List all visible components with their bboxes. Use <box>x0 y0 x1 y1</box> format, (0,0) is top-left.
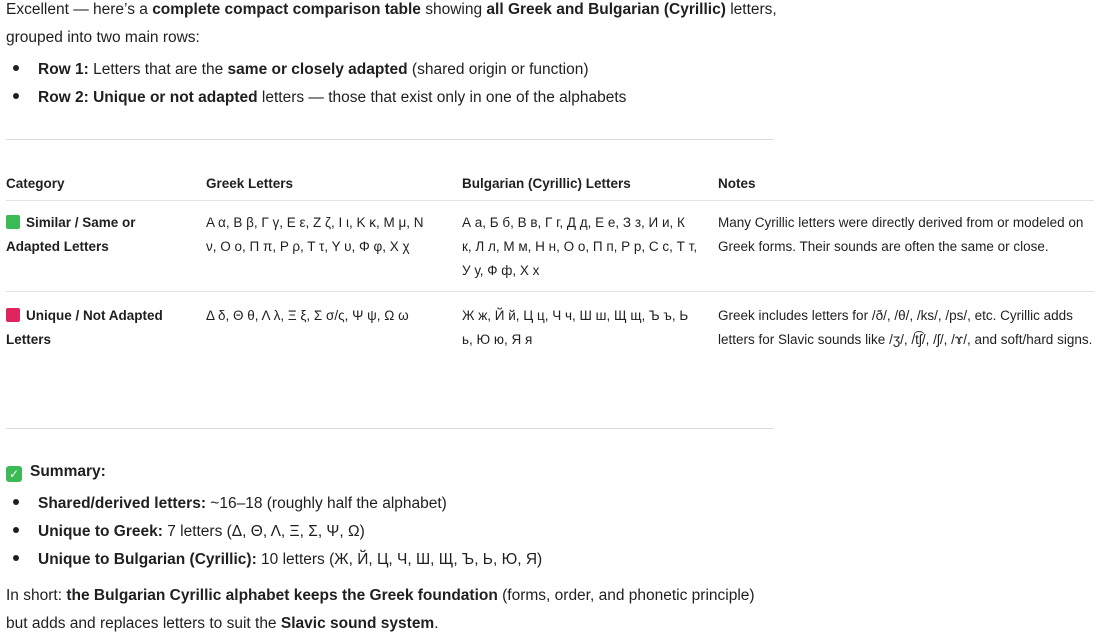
intro-text: Excellent — here’s a <box>6 1 153 18</box>
category-text: Unique / Not Adapted Letters <box>6 308 163 347</box>
summary-title: Summary: <box>30 463 106 480</box>
header-notes: Notes <box>718 176 756 191</box>
outro-text: but adds and replaces letters to suit the <box>6 615 281 632</box>
intro-text: showing <box>420 1 487 18</box>
red-square-icon <box>6 308 20 322</box>
header-bulgarian: Bulgarian (Cyrillic) Letters <box>462 176 631 191</box>
table-row-2-category <box>6 304 186 352</box>
summary-item <box>6 546 542 574</box>
category-text: Similar / Same or Adapted Letters <box>6 215 136 254</box>
bullet-icon <box>13 499 19 505</box>
row-divider <box>6 200 1094 201</box>
outro-bold: Slavic sound system <box>280 615 435 632</box>
summary-heading <box>6 458 106 486</box>
list-text: (shared origin or function) <box>407 61 589 78</box>
intro-bold: complete compact comparison table <box>152 1 421 18</box>
divider <box>6 139 774 140</box>
intro-line-1 <box>6 0 777 24</box>
outro-text: (forms, order, and phonetic principle) <box>497 587 755 604</box>
list-item-row2 <box>6 84 626 112</box>
intro-bold: all Greek and Bulgarian (Cyrillic) <box>486 1 726 18</box>
divider <box>6 428 774 429</box>
list-text: Letters that are the <box>88 61 228 78</box>
header-category: Category <box>6 176 65 191</box>
outro-text: . <box>434 615 439 632</box>
summary-item <box>6 518 365 546</box>
header-greek: Greek Letters <box>206 176 294 191</box>
summary-bold: Unique to Greek: <box>38 523 163 540</box>
table-row-1-greek: Α α, Β β, Γ γ, Ε ε, Ζ ζ, Ι ι, Κ κ, Μ μ, Ν ν, Ο ο, Π π, Ρ ρ, Τ τ, Υ υ, Φ φ, Χ χ <box>206 215 424 254</box>
table-row-1-category <box>6 211 186 259</box>
table-row-1-notes: Many Cyrillic letters were directly derived from or modeled on Greek forms. Their sounds are often the same or close. <box>718 215 1084 254</box>
list-bold: same or closely adapted <box>227 61 408 78</box>
green-square-icon <box>6 215 20 229</box>
list-bold: Row 1: <box>38 61 89 78</box>
summary-bold: Shared/derived letters: <box>38 495 206 512</box>
outro-text: In short: <box>6 587 67 604</box>
intro-line-2: grouped into two main rows: <box>6 29 200 46</box>
bullet-icon <box>13 527 19 533</box>
table-row-2-greek: Δ δ, Θ θ, Λ λ, Ξ ξ, Σ σ/ς, Ψ ψ, Ω ω <box>206 308 409 323</box>
outro-line-2 <box>6 610 439 638</box>
list-bold: Row 2: Unique or not adapted <box>38 89 258 106</box>
list-item-row1 <box>6 56 589 84</box>
summary-text: ~16–18 (roughly half the alphabet) <box>205 495 447 512</box>
intro-text: letters, <box>725 1 777 18</box>
summary-text: 7 letters (Δ, Θ, Λ, Ξ, Σ, Ψ, Ω) <box>162 523 365 540</box>
outro-line-1 <box>6 582 755 610</box>
bullet-icon <box>13 93 19 99</box>
outro-bold: the Bulgarian Cyrillic alphabet keeps the Greek foundation <box>66 587 498 604</box>
bullet-icon <box>13 555 19 561</box>
table-row-2-notes: Greek includes letters for /ð/, /θ/, /ks/, /ps/, etc. Cyrillic adds letters for Slavic sounds like /ʒ/, /t͡ʃ/, /ʃ/, /ɤ/, and soft/hard signs. <box>718 308 1093 347</box>
list-text: letters — those that exist only in one of the alphabets <box>257 89 627 106</box>
row-divider <box>6 291 1094 292</box>
bullet-icon <box>13 65 19 71</box>
summary-text: 10 letters (Ж, Й, Ц, Ч, Ш, Щ, Ъ, Ь, Ю, Я) <box>256 551 543 568</box>
table-row-2-bulgarian: Ж ж, Й й, Ц ц, Ч ч, Ш ш, Щ щ, Ъ ъ, Ь ь, Ю ю, Я я <box>462 308 689 347</box>
summary-item <box>6 490 447 518</box>
summary-bold: Unique to Bulgarian (Cyrillic): <box>38 551 257 568</box>
table-row-1-bulgarian: А а, Б б, В в, Г г, Д д, Е е, З з, И и, К к, Л л, М м, Н н, О о, П п, Р р, С с, Т т, У у, Ф ф, Х х <box>462 215 698 278</box>
check-icon: ✓ <box>6 466 22 482</box>
